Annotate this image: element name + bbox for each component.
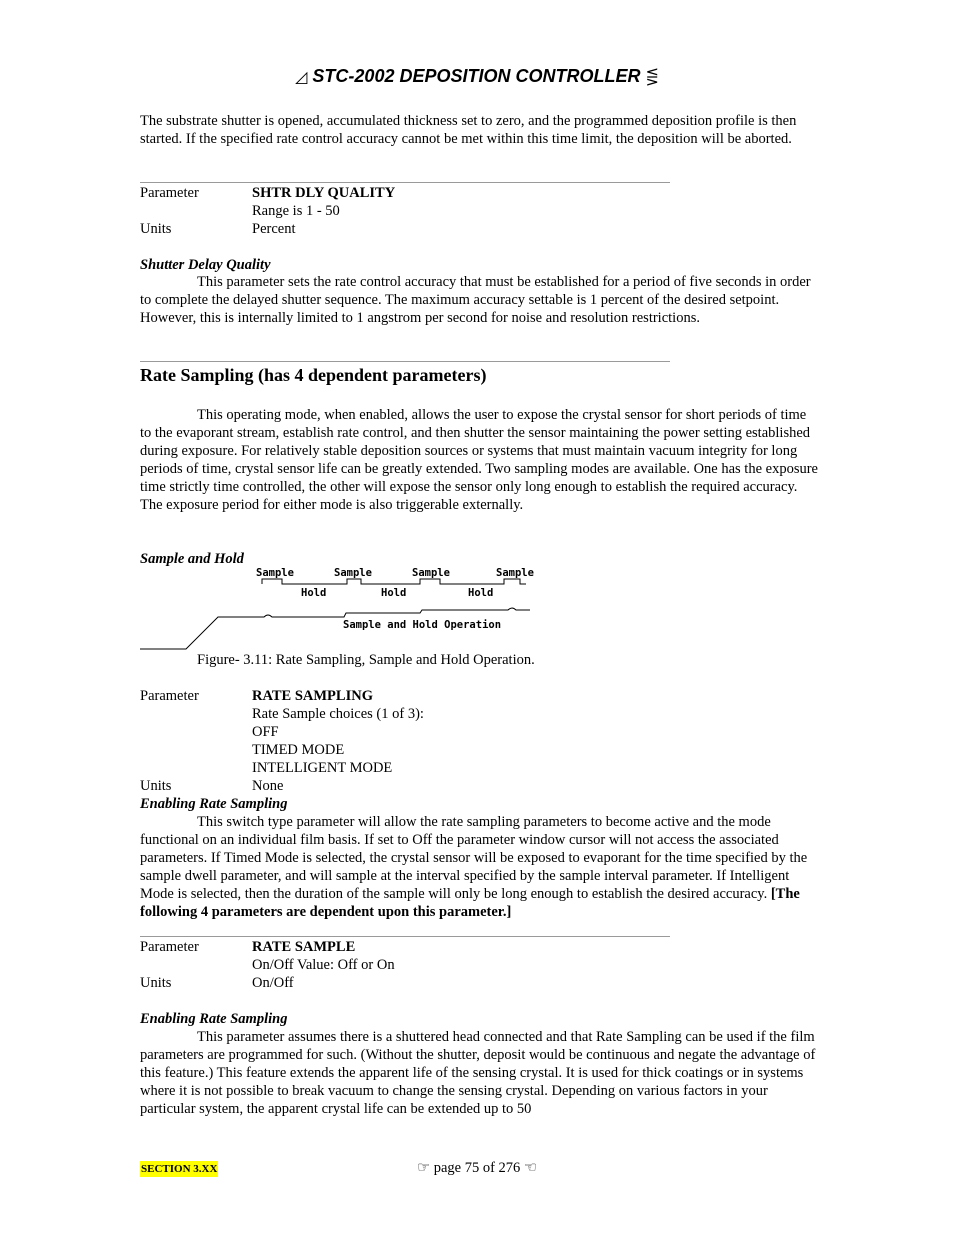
triangle-left-icon: ◿ xyxy=(295,69,308,86)
param-name: RATE SAMPLING xyxy=(252,688,373,704)
units-label: Units xyxy=(140,778,172,794)
enabling-body-bold: [The following 4 parameters are dependent upon this parameter.] xyxy=(140,886,800,920)
param-value: On/Off Value: Off or On xyxy=(252,957,395,973)
page-title: STC-2002 DEPOSITION CONTROLLER xyxy=(312,66,641,86)
sample-hold-figure xyxy=(140,562,540,652)
shutter-delay-heading: Shutter Delay Quality xyxy=(140,257,271,273)
intro-paragraph: The substrate shutter is opened, accumulated thickness set to zero, and the programmed deposition profile is then started. If the specified rate control accuracy cannot be met within this time limit, the deposition will be aborted. xyxy=(140,113,797,147)
units-value: Percent xyxy=(252,221,296,237)
page-number: ☞ page 75 of 276 ☜ xyxy=(417,1160,537,1176)
sample-label: Sample xyxy=(412,567,450,579)
figure-heading: Sample and Hold xyxy=(140,551,244,567)
shutter-delay-body: This parameter sets the rate control accuracy that must be established for a period of five seconds in order to complete the delayed shutter sequence. The maximum accuracy settable is 1 percent of the desired setpoint. However, this is internally limited to 1 angstrom per second for noise and resolution restrictions. xyxy=(140,274,811,326)
units-value: On/Off xyxy=(252,975,294,991)
enabling-heading: Enabling Rate Sampling xyxy=(140,1011,288,1027)
divider xyxy=(140,361,670,362)
section-badge: SECTION 3.XX xyxy=(141,1163,218,1175)
page-header xyxy=(0,66,954,87)
enabling-body-text: This switch type parameter will allow the rate sampling parameters to become active and the mode functional on an individual film basis. If set to Off the parameter window cursor will not access the associated parameters. If Timed Mode is selected, the crystal sensor will be exposed to evaporant for the time specified by the sample dwell parameter, and will sample at the interval specified by the sample interval parameter. If Intelligent Mode is selected, then the duration of the sample will only be long enough to establish the desired accuracy. xyxy=(140,814,808,902)
triangle-right-icon: ⋚ xyxy=(645,69,659,86)
choices-label: Rate Sample choices (1 of 3): xyxy=(252,706,424,722)
sample-label: Sample xyxy=(256,567,294,579)
shutter-pulse-line xyxy=(262,579,526,584)
param-name: SHTR DLY QUALITY xyxy=(252,185,396,201)
param-label: Parameter xyxy=(140,939,199,955)
units-label: Units xyxy=(140,221,172,237)
figure-caption: Figure- 3.11: Rate Sampling, Sample and Hold Operation. xyxy=(197,652,535,668)
hold-label: Hold xyxy=(301,587,327,599)
section-title: Rate Sampling (has 4 dependent parameters) xyxy=(140,365,487,385)
hold-label: Hold xyxy=(381,587,407,599)
choice-item: TIMED MODE xyxy=(252,742,345,758)
divider xyxy=(140,936,670,937)
sample-label: Sample xyxy=(496,567,534,579)
param-label: Parameter xyxy=(140,688,199,704)
operation-label: Sample and Hold Operation xyxy=(343,619,502,631)
units-label: Units xyxy=(140,975,172,991)
param-label: Parameter xyxy=(140,185,199,201)
param-range: Range is 1 - 50 xyxy=(252,203,340,219)
choice-item: OFF xyxy=(252,724,279,740)
param-name: RATE SAMPLE xyxy=(252,939,356,955)
units-value: None xyxy=(252,778,284,794)
sample-hold-diagram xyxy=(140,562,540,652)
enabling-heading: Enabling Rate Sampling xyxy=(140,796,288,812)
enabling-body xyxy=(140,813,820,921)
hold-label: Hold xyxy=(468,587,494,599)
enabling-body: This parameter assumes there is a shuttered head connected and that Rate Sampling can be used if the film parameters are programmed for such. (Without the shutter, deposit would be continuous and negate the advantage of this feature.) This feature extends the apparent life of the sensing crystal. It is used for thick coatings or in systems where it is not possible to break vacuum to change the sensing crystal. Depending on various factors in your particular system, the apparent crystal life can be extended up to 50 xyxy=(140,1029,816,1117)
choice-item: INTELLIGENT MODE xyxy=(252,760,393,776)
rate-sampling-body: This operating mode, when enabled, allows the user to expose the crystal sensor for short periods of time to the evaporant stream, establish rate control, and then shutter the sensor maintaining the power setting established during exposure. For relatively stable deposition sources or systems that must maintain vacuum integrity for long periods of time, crystal sensor life can be greatly extended. Two sampling modes are available. One has the exposure time strictly time controlled, the other will expose the sensor only long enough to establish the required accuracy. The exposure period for either mode is also triggerable externally. xyxy=(140,407,818,513)
divider xyxy=(140,182,670,183)
sample-label: Sample xyxy=(334,567,372,579)
